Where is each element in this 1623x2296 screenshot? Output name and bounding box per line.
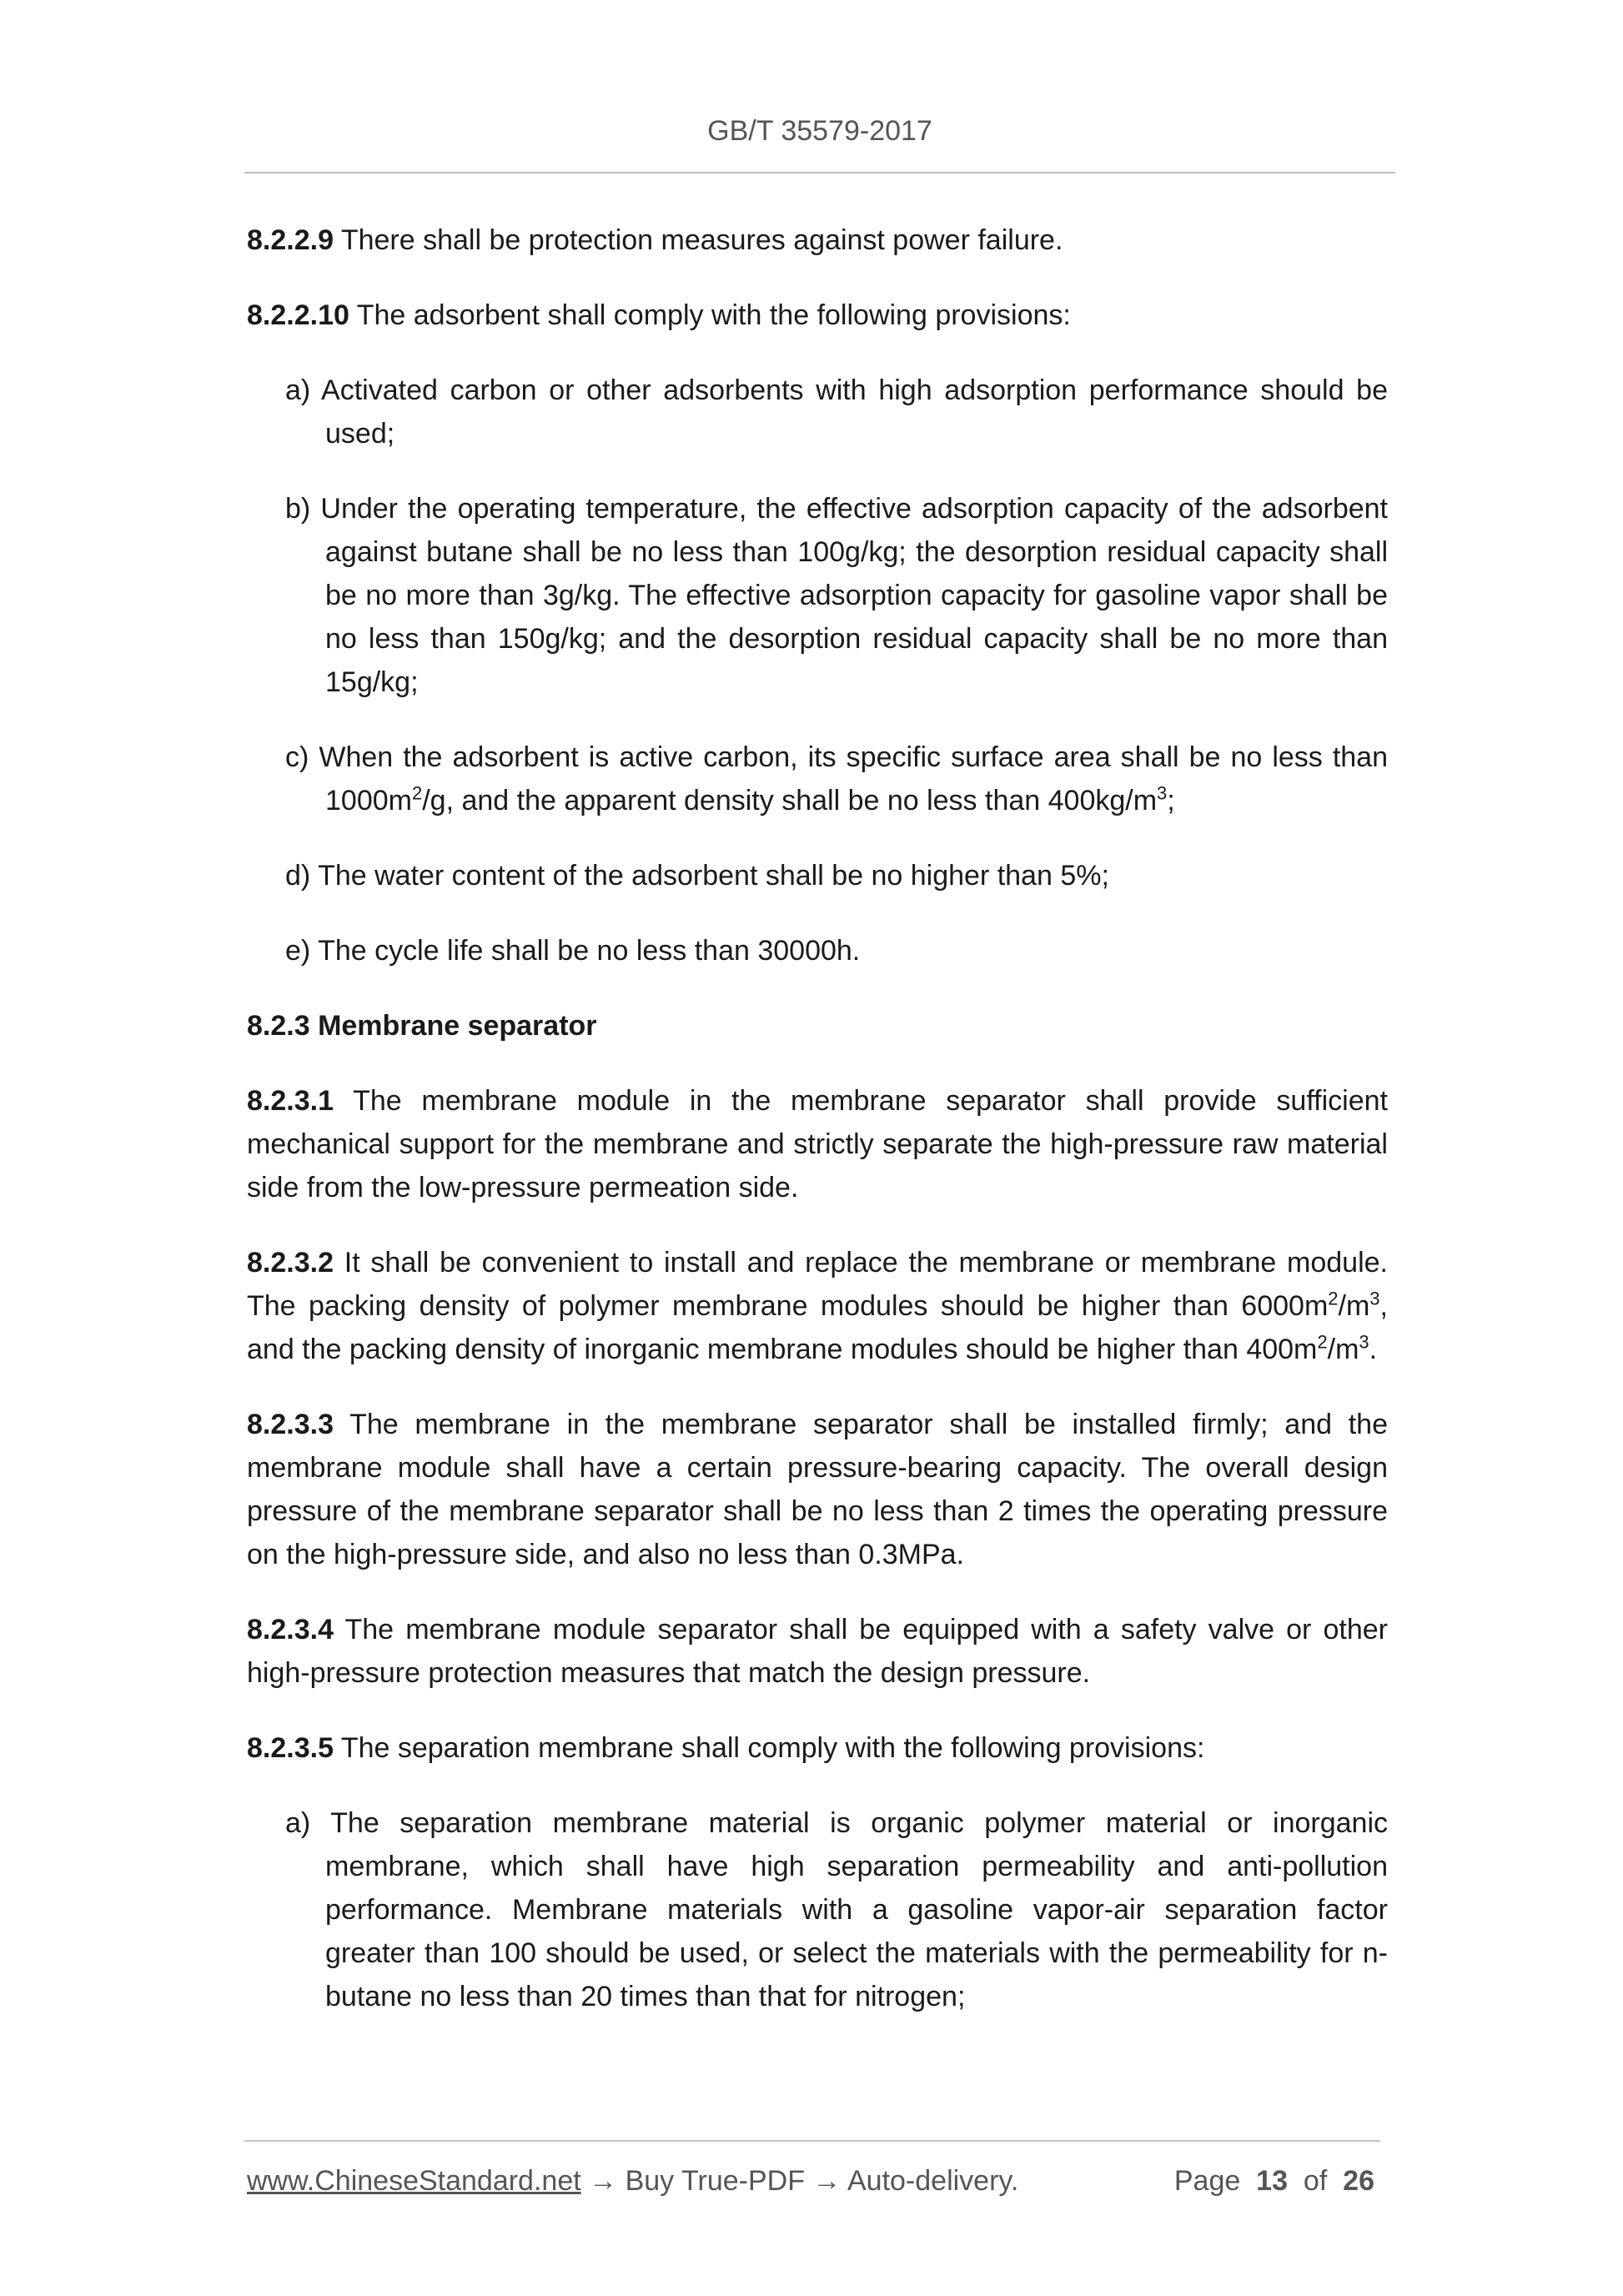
page-label: Page: [1173, 2165, 1241, 2197]
clause-text: The adsorbent shall comply with the following provisions:: [356, 299, 1071, 331]
document-body: [247, 219, 1388, 2050]
adsorbent-item-d: d) The water content of the adsorbent shall be no higher than 5%;: [285, 860, 1109, 892]
document-header: GB/T 35579-2017: [707, 115, 932, 147]
footer-promo-text: → Buy True-PDF → Auto-delivery.: [580, 2165, 1019, 2197]
membrane-item-a: a) The separation membrane material is organic polymer material or inorganic membrane, which shall have high separation permeability and anti-pollution performance. Membrane materials with a gasoline vapor-air separation factor greater than 100 should be used, or select the materials with the permeability for n-butane no less than 20 times than that for nitrogen;: [285, 1807, 1388, 2012]
clause-number: 8.2.3.5: [247, 1732, 334, 1764]
clause-number: 8.2.3.4: [247, 1614, 334, 1645]
footer-promo: [247, 2165, 1018, 2198]
item-text: /g, and the apparent density shall be no less than 400kg/m: [422, 785, 1158, 816]
clause-text: The membrane module in the membrane separator shall provide sufficient mechanical support for the membrane and strictly separate the high-pressure raw material side from the low-pressure permeation side.: [247, 1085, 1388, 1203]
clause-8-2-3-4: [247, 1608, 1388, 1695]
page-footer: [247, 2165, 1381, 2202]
page-number: 13: [1256, 2165, 1288, 2197]
clause-8-2-3-1: [247, 1079, 1388, 1209]
adsorbent-item-a: a) Activated carbon or other adsorbents with high adsorption performance should be used;: [285, 374, 1388, 450]
clause-text: The membrane in the membrane separator shall be installed firmly; and the membrane module shall have a certain pressure-bearing capacity. The overall design pressure of the membrane separator shall be no less than 2 times the operating pressure on the high-pressure side, and also no less than 0.3MPa.: [247, 1409, 1388, 1570]
of-label: of: [1303, 2165, 1328, 2197]
clause-text: There shall be protection measures against power failure.: [340, 224, 1063, 256]
clause-text: It shall be convenient to install and replace the membrane or membrane module. The packing density of polymer membrane modules should be higher than 6000m: [247, 1247, 1388, 1322]
adsorbent-item-e: e) The cycle life shall be no less than 30000h.: [285, 935, 861, 967]
header-divider: [244, 172, 1395, 173]
superscript: 3: [1359, 1331, 1369, 1353]
superscript: 3: [1369, 1288, 1380, 1309]
clause-number: 8.2.3.2: [247, 1247, 334, 1279]
clause-text: The separation membrane shall comply with the following provisions:: [340, 1732, 1205, 1764]
clause-8-2-2-9: [247, 219, 1388, 262]
website-link[interactable]: www.ChineseStandard.net: [247, 2165, 581, 2197]
superscript: 3: [1157, 782, 1168, 804]
clause-number: 8.2.2.9: [247, 224, 334, 256]
clause-8-2-3-2: [247, 1241, 1388, 1371]
section-heading-8-2-3: 8.2.3 Membrane separator: [247, 1010, 597, 1042]
clause-text: /m: [1338, 1290, 1370, 1322]
footer-divider: [244, 2140, 1380, 2142]
item-text: ;: [1167, 785, 1175, 816]
item-text: c) When the adsorbent is active carbon, its specific surface area shall be no less than 1000m: [285, 741, 1388, 816]
clause-8-2-2-10: [247, 294, 1388, 337]
clause-number: 8.2.3.1: [247, 1085, 334, 1117]
superscript: 2: [411, 782, 423, 804]
adsorbent-item-b: b) Under the operating temperature, the effective adsorption capacity of the adsorbent against butane shall be no less than 100g/kg; the desorption residual capacity shall be no more than 3g/kg. The effective adsorption capacity for gasoline vapor shall be no less than 150g/kg; and the desorption residual capacity shall be no more than 15g/kg;: [285, 493, 1388, 698]
page-total: 26: [1343, 2165, 1374, 2197]
clause-number: 8.2.2.10: [247, 299, 349, 331]
clause-text: , and the packing density of inorganic membrane modules should be higher than 400m: [247, 1290, 1388, 1365]
adsorbent-item-c: [247, 736, 1388, 822]
clause-text: .: [1369, 1334, 1378, 1365]
clause-text: The membrane module separator shall be equipped with a safety valve or other high-pressure protection measures that match the design pressure.: [247, 1614, 1388, 1689]
superscript: 2: [1317, 1331, 1328, 1353]
clause-8-2-3-5: [247, 1726, 1388, 1770]
page-indicator: [1174, 2165, 1374, 2198]
superscript: 2: [1328, 1288, 1339, 1309]
clause-8-2-3-3: [247, 1403, 1388, 1576]
clause-number: 8.2.3.3: [247, 1409, 334, 1440]
clause-text: /m: [1327, 1334, 1359, 1365]
